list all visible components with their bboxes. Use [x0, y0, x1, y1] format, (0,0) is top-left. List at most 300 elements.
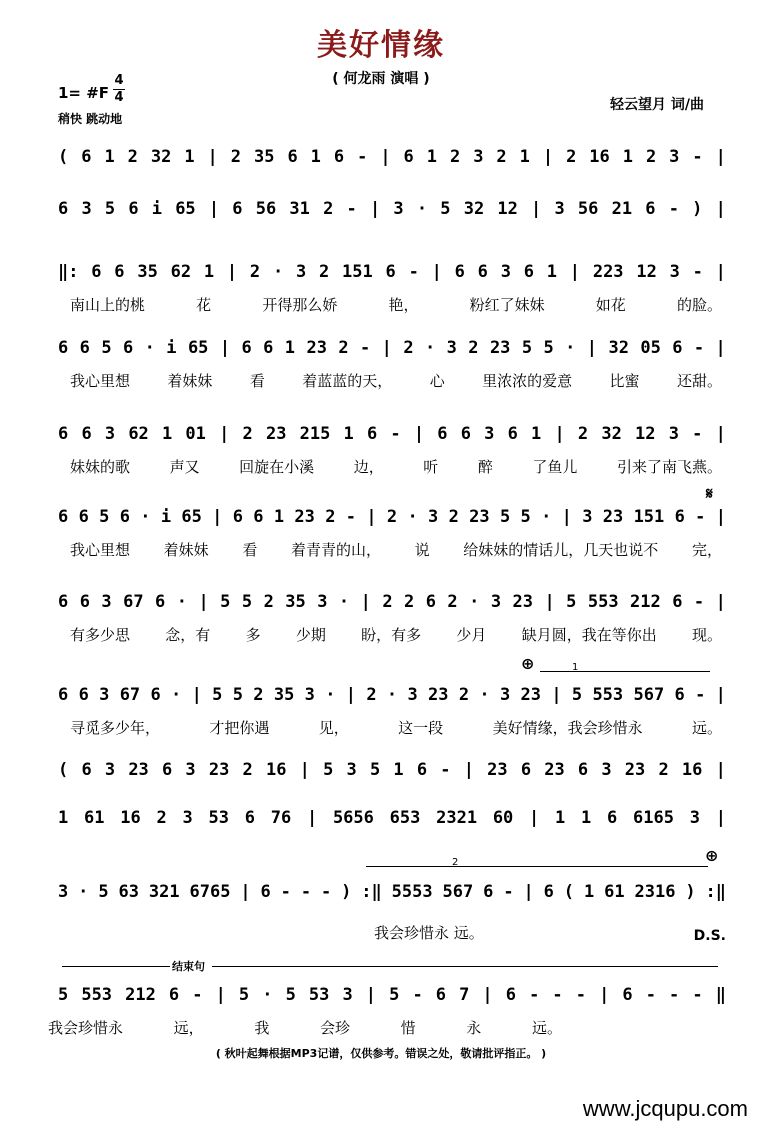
lyric-row-6 — [0, 539, 762, 565]
note-token: 6 — [122, 338, 134, 358]
volta-1-label: 1 — [572, 662, 579, 673]
note-token: 6 — [58, 592, 69, 612]
note-token: 3 — [500, 262, 511, 282]
note-token: 6 — [333, 147, 345, 167]
note-token: 23 — [602, 507, 624, 527]
note-token: 67 — [119, 685, 141, 705]
note-token: 65 — [175, 199, 196, 219]
note-token: 2 — [577, 424, 589, 444]
lyric-token: 有多少思 — [70, 626, 131, 644]
lyric-token: 着蓝蓝的天， — [302, 372, 393, 390]
note-token: - — [357, 147, 368, 167]
note-token: | — [544, 592, 555, 612]
note-token: 6 — [150, 685, 161, 705]
note-token: · — [565, 338, 576, 358]
note-token: 6 — [128, 199, 139, 219]
tempo-marking: 稍快 跳动地 — [58, 112, 123, 126]
lyric-token: 着青青的山， — [290, 541, 381, 559]
note-token: | — [554, 424, 565, 444]
notation-line — [58, 424, 726, 444]
lyric-token: 着妹妹 — [163, 541, 209, 559]
note-token: 3 — [446, 338, 457, 358]
note-token: 3 — [317, 592, 328, 612]
note-token: 3 — [407, 685, 418, 705]
note-token: | — [715, 760, 726, 780]
note-token: - — [692, 262, 703, 282]
notation-line — [58, 338, 726, 358]
note-token: · — [171, 685, 182, 705]
lyric-token: 完， — [691, 541, 722, 559]
note-token: | — [482, 985, 493, 1005]
notation-line — [58, 507, 726, 527]
note-token: 6 — [435, 985, 447, 1005]
volta-2-bracket — [366, 866, 708, 867]
note-token: 6 — [454, 262, 465, 282]
note-token: 6 — [168, 985, 180, 1005]
note-token: 1 — [622, 147, 633, 167]
note-token: 215 — [299, 424, 331, 444]
note-token: 61 — [604, 882, 625, 902]
note-token: 2 — [382, 592, 393, 612]
note-token: | — [381, 338, 392, 358]
lyric-token: 少月 — [456, 626, 487, 644]
music-row-5 — [0, 424, 762, 450]
note-token: - — [192, 985, 203, 1005]
segno-symbol: 𝄋 — [706, 484, 713, 503]
note-token: 63 — [118, 882, 139, 902]
note-token: 56 — [255, 199, 277, 219]
note-token: 3 — [346, 760, 357, 780]
note-token: - — [693, 338, 705, 358]
note-token: 1 — [161, 424, 173, 444]
note-token: 3 — [342, 985, 353, 1005]
lyric-token: 妹妹的歌 — [70, 458, 131, 476]
note-token: - — [529, 985, 540, 1005]
note-token: 6 — [523, 262, 534, 282]
lyric-token: 缺月圆，我在等你出 — [521, 626, 657, 644]
note-token: 05 — [640, 338, 661, 358]
note-token: ( — [563, 882, 575, 902]
lyric-token: 艳， — [388, 296, 419, 314]
note-token: 6 — [672, 338, 683, 358]
note-token: ‖: — [58, 262, 79, 282]
note-token: 1 — [273, 507, 285, 527]
note-token: 2 — [468, 338, 479, 358]
note-token: 16 — [120, 808, 141, 828]
note-token: 212 — [630, 592, 661, 612]
note-token: | — [715, 808, 726, 828]
note-token: 62 — [128, 424, 149, 444]
note-token: 5 — [499, 507, 511, 527]
note-token: 3 — [601, 760, 612, 780]
note-token: 23 — [428, 685, 449, 705]
note-token: 12 — [635, 424, 656, 444]
note-token: 5 — [543, 338, 554, 358]
note-token: 6 — [477, 262, 488, 282]
note-token: 31 — [289, 199, 310, 219]
lyric-row-11: 我会珍惜永 远。 — [374, 924, 484, 942]
note-token: | — [529, 808, 540, 828]
note-token: 67 — [123, 592, 144, 612]
note-token: i — [151, 199, 162, 219]
time-signature-top: 4 — [114, 73, 124, 88]
note-token: - — [695, 685, 706, 705]
note-token: 1 — [426, 147, 437, 167]
lyric-row-12 — [0, 1017, 762, 1043]
note-token: - — [320, 882, 332, 902]
note-token: 6 — [672, 592, 683, 612]
music-row-2 — [0, 199, 762, 225]
note-token: 23 — [306, 338, 327, 358]
music-row-1 — [0, 147, 762, 173]
notation-line — [58, 882, 726, 902]
note-token: 6 — [81, 424, 92, 444]
note-token: | — [715, 592, 726, 612]
note-token: · — [325, 685, 336, 705]
note-token: 6 — [78, 507, 89, 527]
note-token: 2 — [496, 147, 507, 167]
note-token: 3 — [428, 507, 439, 527]
note-token: 6 — [366, 424, 378, 444]
note-token: | — [551, 685, 562, 705]
note-token: 223 — [592, 262, 624, 282]
note-token: ( — [58, 147, 69, 167]
note-token: 16 — [265, 760, 287, 780]
note-token: | — [542, 147, 554, 167]
lyric-token: 南山上的桃 — [70, 296, 146, 314]
note-token: 3 — [499, 685, 511, 705]
note-token: | — [219, 338, 231, 358]
note-token: 53 — [208, 808, 229, 828]
note-token: 3 — [473, 147, 484, 167]
note-token: 6 — [78, 685, 89, 705]
note-token: - — [345, 507, 357, 527]
note-token: 2 — [242, 760, 253, 780]
note-token: 35 — [285, 592, 306, 612]
note-token: 6 — [244, 808, 255, 828]
note-token: 6 — [232, 507, 243, 527]
note-token: | — [715, 424, 726, 444]
note-token: 6 — [119, 507, 130, 527]
note-token: 23 — [487, 760, 508, 780]
note-token: 6 — [577, 760, 589, 780]
note-token: ) — [685, 882, 696, 902]
note-token: 6 — [263, 338, 274, 358]
note-token: 5 — [58, 985, 69, 1005]
note-token: 6 — [437, 424, 448, 444]
note-token: 2 — [404, 592, 415, 612]
lyric-line — [70, 539, 722, 560]
note-token: 5 — [323, 760, 334, 780]
note-token: 6 — [81, 147, 92, 167]
note-token: · — [541, 507, 552, 527]
lyric-row-7 — [0, 624, 762, 650]
note-token: 6 — [674, 507, 685, 527]
note-token: 12 — [497, 199, 518, 219]
note-token: | — [715, 199, 726, 219]
lyric-token: 引来了南飞燕。 — [616, 458, 722, 476]
note-token: 1 — [519, 147, 530, 167]
note-token: 35 — [253, 147, 275, 167]
note-token: 3 — [668, 424, 679, 444]
note-token: - — [668, 199, 679, 219]
note-token: 6 — [58, 338, 69, 358]
note-token: 6 — [79, 592, 90, 612]
note-token: · — [416, 199, 428, 219]
note-token: 6 — [416, 760, 428, 780]
note-token: 6 — [674, 685, 685, 705]
note-token: - — [645, 985, 656, 1005]
lyric-token: 会珍 — [319, 1019, 350, 1037]
notation-line — [58, 985, 726, 1005]
note-token: 1 — [393, 760, 404, 780]
note-token: i — [160, 507, 172, 527]
note-token: · — [140, 507, 151, 527]
note-token: 5 — [571, 685, 583, 705]
note-token: 60 — [492, 808, 514, 828]
note-token: 6 — [543, 882, 554, 902]
lyric-line — [70, 456, 722, 477]
note-token: 2316 — [634, 882, 676, 902]
key-signature: 1= #F — [58, 84, 110, 102]
note-token: 1 — [310, 147, 321, 167]
note-token: 1 — [555, 808, 566, 828]
song-title: 美好情缘 — [317, 28, 445, 63]
note-token: 5 — [285, 985, 296, 1005]
note-token: 6 — [622, 985, 633, 1005]
lyric-row-4 — [0, 370, 762, 396]
note-token: 2 — [448, 507, 459, 527]
note-token: 35 — [137, 262, 158, 282]
note-token: 1 — [284, 338, 296, 358]
note-token: 35 — [273, 685, 295, 705]
lyric-token: 念，有 — [165, 626, 211, 644]
note-token: 01 — [185, 424, 206, 444]
note-token: · — [262, 985, 273, 1005]
note-token: · — [338, 592, 350, 612]
lyric-token: 我 — [254, 1019, 270, 1037]
note-token: | — [299, 760, 310, 780]
note-token: 3 — [99, 685, 110, 705]
note-token: 3 — [490, 592, 502, 612]
note-token: 5 — [566, 592, 577, 612]
note-token: 5 — [521, 338, 533, 358]
note-token: · — [144, 338, 155, 358]
note-token: 151 — [342, 262, 373, 282]
ds-marking: D.S. — [693, 928, 726, 944]
note-token: 6 — [403, 147, 414, 167]
note-token: 553 — [587, 592, 619, 612]
composer-credit: 轻云望月 词/曲 — [610, 97, 704, 113]
note-token: 32 — [608, 338, 629, 358]
note-token: 65 — [181, 507, 202, 527]
note-token: 1 — [184, 147, 195, 167]
note-token: 6 — [114, 262, 125, 282]
note-token: 6 — [507, 424, 518, 444]
lyric-token: 远。 — [531, 1019, 562, 1037]
note-token: 23 — [128, 760, 149, 780]
lyric-token: 着妹妹 — [167, 372, 213, 390]
note-token: 1 — [581, 808, 592, 828]
note-token: | — [360, 592, 371, 612]
note-token: 6 — [505, 985, 516, 1005]
note-token: 2 — [449, 147, 461, 167]
note-token: 6 — [483, 882, 494, 902]
note-token: 1 — [583, 882, 595, 902]
note-token: · — [272, 262, 284, 282]
lyric-line — [70, 624, 722, 645]
notation-line — [58, 199, 726, 219]
note-token: 2 — [645, 147, 657, 167]
note-token: 21 — [611, 199, 633, 219]
note-token: · — [78, 882, 89, 902]
note-token: 2 — [566, 147, 577, 167]
note-token: · — [479, 685, 490, 705]
lyric-token: 惜 — [400, 1019, 416, 1037]
note-token: 6 — [58, 685, 69, 705]
music-row-10 — [0, 808, 762, 834]
volta-1-bracket — [540, 671, 710, 672]
note-token: 6 — [79, 338, 90, 358]
note-token: 6 — [155, 592, 166, 612]
coda-symbol: ⊕ — [521, 654, 535, 673]
lyric-row-5 — [0, 456, 762, 482]
note-token: - — [669, 985, 680, 1005]
note-token: 2 — [325, 507, 336, 527]
lyric-token: 边， — [353, 458, 384, 476]
note-token: · — [469, 592, 480, 612]
lyric-token: 如花 — [595, 296, 626, 314]
lyric-token: 多 — [245, 626, 261, 644]
note-token: 23 — [624, 760, 646, 780]
note-token: - — [692, 424, 703, 444]
note-token: 6 — [232, 199, 243, 219]
note-token: 2 — [323, 199, 334, 219]
lyric-token: 听 — [423, 458, 439, 476]
note-token: 7 — [459, 985, 470, 1005]
note-token: 212 — [125, 985, 156, 1005]
site-watermark: www.jcqupu.com — [582, 1096, 748, 1121]
note-token: 3 — [104, 760, 116, 780]
note-token: 32 — [601, 424, 622, 444]
lyric-token: 远， — [173, 1019, 204, 1037]
note-token: 2 — [156, 808, 167, 828]
note-token: - — [300, 882, 312, 902]
coda-symbol-2: ⊕ — [705, 846, 719, 865]
note-token: | — [561, 507, 572, 527]
note-token: 3 — [101, 592, 112, 612]
music-row-11 — [0, 882, 762, 908]
note-token: 3 — [182, 808, 193, 828]
note-token: - — [693, 592, 705, 612]
note-token: | — [599, 985, 610, 1005]
note-token: 12 — [636, 262, 657, 282]
note-token: 6 — [58, 507, 69, 527]
music-row-7 — [0, 592, 762, 618]
note-token: 3 — [185, 760, 196, 780]
note-token: | — [215, 985, 226, 1005]
note-token: 2321 — [436, 808, 478, 828]
note-token: | — [523, 882, 534, 902]
note-token: | — [208, 199, 220, 219]
note-token: 3 — [393, 199, 404, 219]
note-token: - — [503, 882, 514, 902]
note-token: 65 — [187, 338, 209, 358]
note-token: 6 — [460, 424, 471, 444]
lyric-token: 盼，有多 — [361, 626, 422, 644]
note-token: 5 — [212, 685, 223, 705]
lyric-token: 了鱼儿 — [532, 458, 578, 476]
music-row-3 — [0, 262, 762, 288]
note-token: | — [369, 199, 381, 219]
note-token: | — [715, 338, 726, 358]
note-token: :‖ — [361, 882, 382, 902]
note-token: | — [240, 882, 251, 902]
lyric-row-3 — [0, 294, 762, 320]
note-token: 151 — [633, 507, 665, 527]
note-token: 2 — [658, 760, 669, 780]
note-token: 5656 — [332, 808, 374, 828]
note-token: 32 — [150, 147, 172, 167]
note-token: 6 — [81, 760, 92, 780]
note-token: ) — [692, 199, 703, 219]
note-token: 2 — [447, 592, 458, 612]
note-token: 567 — [633, 685, 665, 705]
note-token: 6 — [520, 760, 532, 780]
lyric-token: 看 — [242, 541, 258, 559]
note-token: - — [575, 985, 586, 1005]
note-token: 2 — [458, 685, 470, 705]
note-token: 3 — [689, 808, 700, 828]
note-token: 53 — [308, 985, 330, 1005]
note-token: 5 — [520, 507, 531, 527]
note-token: 6 — [58, 424, 69, 444]
note-token: ) — [341, 882, 352, 902]
note-token: | — [366, 507, 377, 527]
lyric-token: 粉红了妹妹 — [469, 296, 545, 314]
lyric-token: 我心里想 — [70, 541, 131, 559]
lyric-token: 声又 — [169, 458, 200, 476]
note-token: 6 — [253, 507, 264, 527]
note-token: 567 — [442, 882, 474, 902]
note-token: 2 — [253, 685, 264, 705]
lyric-token: 我心里想 — [70, 372, 131, 390]
lyric-line — [70, 717, 722, 738]
note-token: - — [412, 985, 423, 1005]
note-token: i — [166, 338, 177, 358]
note-token: 2 — [386, 507, 398, 527]
note-token: · — [176, 592, 187, 612]
note-token: 16 — [589, 147, 610, 167]
note-token: | — [463, 760, 474, 780]
note-token: 3 — [582, 507, 593, 527]
note-token: 5 — [440, 199, 451, 219]
note-token: 62 — [170, 262, 192, 282]
note-token: 2 — [263, 592, 274, 612]
lyric-token: 还甜。 — [676, 372, 722, 390]
lyric-token: 永 — [466, 1019, 482, 1037]
note-token: 6 — [241, 338, 252, 358]
note-token: | — [586, 338, 598, 358]
lyric-token: 说 — [414, 541, 430, 559]
note-token: 6 — [645, 199, 656, 219]
note-token: 5 — [101, 338, 112, 358]
lyric-token: 醉 — [477, 458, 493, 476]
music-row-12 — [0, 985, 762, 1011]
note-token: | — [191, 685, 202, 705]
note-token: 2 — [319, 262, 330, 282]
note-token: 56 — [577, 199, 599, 219]
